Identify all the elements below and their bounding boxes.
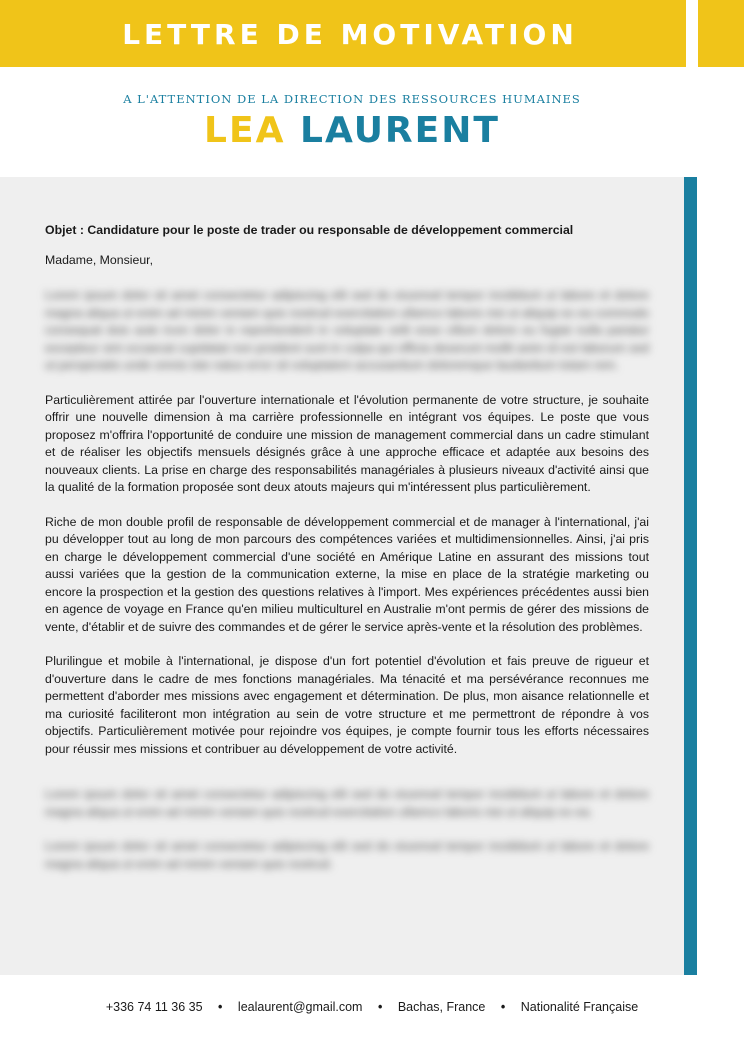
letter-paragraph: Particulièrement attirée par l'ouverture internationale et l'évolution permanente de votre structure, je souhaite offrir une nouvelle dimension à ma carrière professionnelle en intégrant vos équipes. Le poste que vous proposez m'offrira l'opportunité de conduire une mission de management commercial dans un cadre stimulant et de réaliser les objectifs mensuels désignés grâce à une approche efficace et adaptée aux besoins des nouveaux clients. La prise en charge des responsabilités managériales à plusieurs niveaux d'activité ainsi que la qualité de la formation proposée sont deux atouts majeurs qui m'intéressent plus particulièrement. [45, 392, 649, 494]
candidate-last-name: LAURENT [300, 110, 500, 151]
blurred-paragraph: Lorem ipsum dolor sit amet consectetur adipiscing elit sed do eiusmod tempor incididunt ut labore et dolore magna aliqua ut enim ad minim veniam quis nostrud exercitation ullamco laboris nisi ut aliquip ex ea commodo consequat duis aute irure dolor in reprehenderit in voluptate velit esse cillum dolore eu fugiat nulla pariatur excepteur sint occaecat cupidatat non proident sunt in culpa qui officia deserunt mollit anim id est laborum sed ut perspiciatis unde omnis iste natus error sit voluptatem accusantium doloremque laudantium totam rem. [45, 288, 649, 372]
location: Bachas, France [397, 1000, 486, 1014]
letter-subject: Objet : Candidature pour le poste de trader ou responsable de développement commercial [45, 223, 574, 237]
contact-footer [0, 1000, 744, 1014]
letter-paragraph: Plurilingue et mobile à l'international, je dispose d'un fort potentiel d'évolution et fais preuve de rigueur et d'ouverture dans le cadre de mes fonctions managériales. Ma ténacité et ma persévérance reconnues me permettent d'aborder mes missions avec engagement et détermination. De plus, mon aisance relationnelle et ma curiosité faciliteront mon intégration au sein de votre structure et me permettront de répondre à vos objectifs. Particulièrement motivée pour rejoindre vos équipes, je compte fournir tous les efforts nécessaires pour réussir mes missions et contribuer au développement de votre activité. [45, 654, 649, 756]
header-bar-accent [698, 0, 744, 67]
separator-dot: • [377, 1000, 383, 1014]
candidate-name [0, 110, 704, 151]
phone-number: +336 74 11 36 35 [105, 1000, 203, 1014]
blurred-paragraph: Lorem ipsum dolor sit amet consectetur adipiscing elit sed do eiusmod tempor incididunt ut labore et dolore magna aliqua ut enim ad minim veniam quis nostrud. [45, 839, 649, 871]
letter-paragraph: Riche de mon double profil de responsable de développement commercial et de manager à l'international, j'ai pu développer tout au long de mon parcours des compétences variées et multidimensionnelles. Ainsi, j'ai pris en charge le développement commercial d'une société en Amérique Latine en assurant des missions tout aussi variées que la gestion de la communication externe, la mise en place de la stratégie marketing ou encore la prospection et la gestion des questions relatives à l'import. Mes expériences précédentes aussi bien en agence de voyage en France qu'en milieu multiculturel en Australie m'ont permis de gérer des missions de vente, d'établir et de suivre des commandes et de gérer le service après-vente et la résolution des problèmes. [45, 514, 649, 634]
candidate-first-name: LEA [204, 110, 286, 151]
side-accent-bar [684, 177, 697, 975]
nationality: Nationalité Française [520, 1000, 639, 1014]
separator-dot: • [500, 1000, 506, 1014]
document-title: LETTRE DE MOTIVATION [122, 18, 578, 51]
email-address[interactable]: lealaurent@gmail.com [237, 1000, 363, 1014]
letter-salutation: Madame, Monsieur, [45, 252, 153, 267]
separator-dot: • [218, 1000, 223, 1014]
letter-body [45, 222, 649, 890]
blurred-paragraph: Lorem ipsum dolor sit amet consectetur adipiscing elit sed do eiusmod tempor incididunt ut labore et dolore magna aliqua ut enim ad minim veniam quis nostrud exercitation ullamco laboris nisi ut aliquip ex ea. [45, 787, 649, 819]
recipient-attention: A L'ATTENTION DE LA DIRECTION DES RESSOURCES HUMAINES [123, 92, 581, 106]
